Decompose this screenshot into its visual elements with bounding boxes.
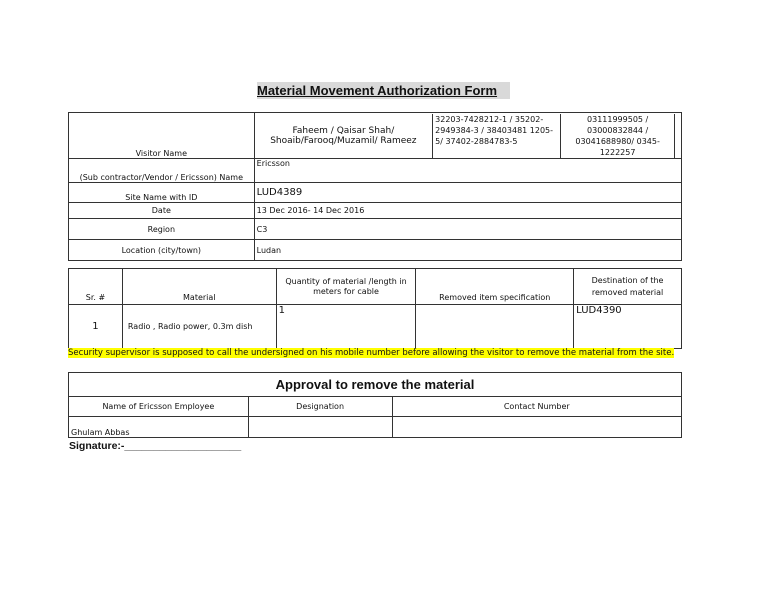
visitor-cnic-numbers: 32203-7428212-1 / 35202-2949384-3 / 38403481 1205-5/ 37402-2884783-5 — [433, 114, 561, 158]
approval-title: Approval to remove the material — [69, 373, 682, 397]
visitor-details-cell — [254, 113, 681, 159]
header-designation: Designation — [248, 397, 392, 417]
contractor-label: (Sub contractor/Vendor / Ericsson) Name — [69, 159, 255, 183]
approval-table — [68, 372, 682, 438]
employee-contact — [392, 417, 682, 438]
header-employee-name: Name of Ericsson Employee — [69, 397, 249, 417]
region-label: Region — [69, 219, 255, 240]
header-contact: Contact Number — [392, 397, 682, 417]
row-spec — [416, 305, 574, 349]
header-material: Material — [122, 269, 276, 305]
row-sr: 1 — [69, 305, 123, 349]
row-destination: LUD4390 — [574, 305, 682, 349]
visitor-names: Faheem / Qaisar Shah/ Shoaib/Farooq/Muzamil/ Rameez — [255, 114, 433, 158]
material-table — [68, 268, 682, 349]
region-value: C3 — [254, 219, 681, 240]
security-note — [68, 348, 690, 359]
contractor-value: Ericsson — [254, 159, 681, 183]
visitor-extra-cell — [675, 114, 681, 158]
visitor-info-table — [68, 112, 682, 261]
row-material: Radio , Radio power, 0.3m dish — [122, 305, 276, 349]
signature-line: Signature:-____________________ — [69, 440, 242, 452]
table-row — [69, 305, 682, 349]
date-label: Date — [69, 203, 255, 219]
header-spec: Removed item specification — [416, 269, 574, 305]
location-label: Location (city/town) — [69, 240, 255, 261]
visitor-name-label: Visitor Name — [69, 113, 255, 159]
form-title: Material Movement Authorization Form — [257, 82, 510, 99]
header-destination: Destination of the removed material — [574, 269, 682, 305]
visitor-phone-numbers: 03111999505 / 03000832844 / 03041688980/ 0345-1222257 — [561, 114, 675, 158]
site-label: Site Name with ID — [69, 183, 255, 203]
header-sr: Sr. # — [69, 269, 123, 305]
site-value: LUD4389 — [254, 183, 681, 203]
row-quantity: 1 — [276, 305, 416, 349]
header-quantity: Quantity of material /length in meters for cable — [276, 269, 416, 305]
security-note-text: Security supervisor is supposed to call the undersigned on his mobile number before allowing the visitor to remove the material from the site. — [68, 348, 675, 358]
employee-designation — [248, 417, 392, 438]
location-value: Ludan — [254, 240, 681, 261]
employee-name: Ghulam Abbas — [69, 417, 249, 438]
date-value: 13 Dec 2016- 14 Dec 2016 — [254, 203, 681, 219]
